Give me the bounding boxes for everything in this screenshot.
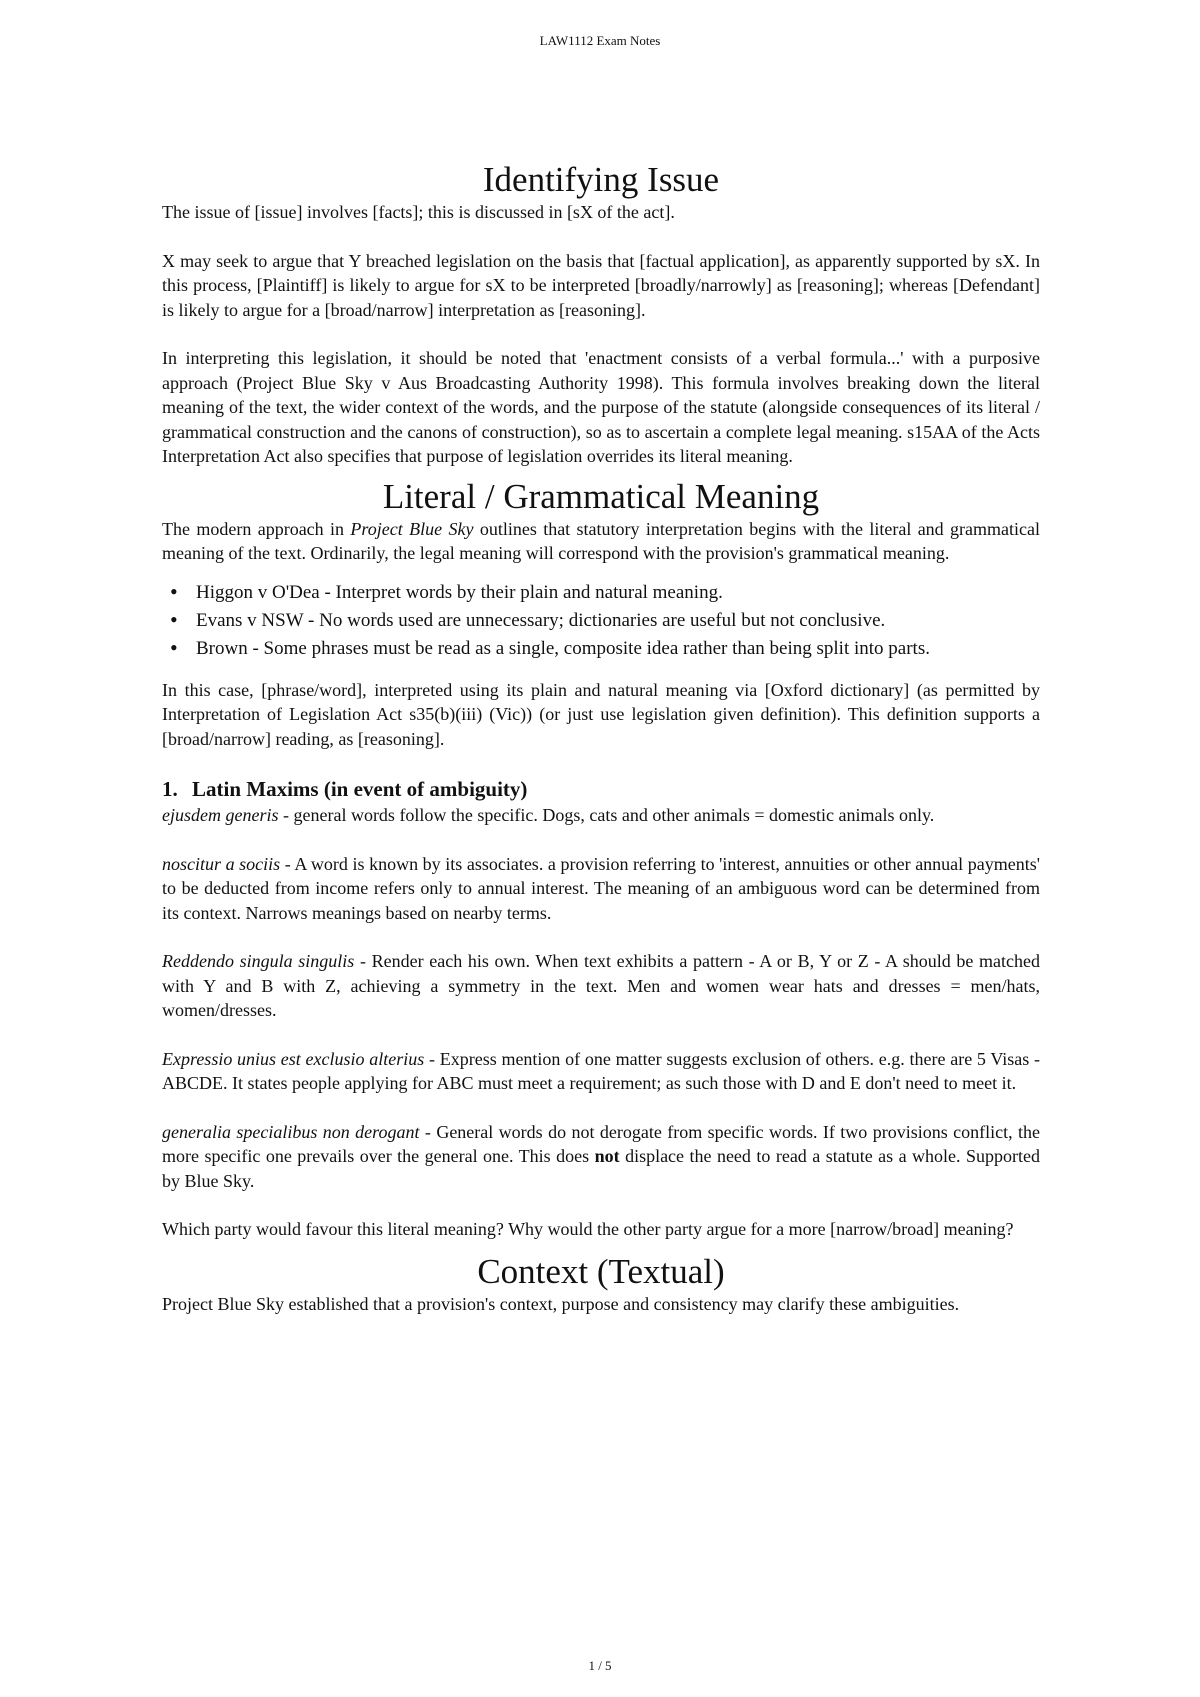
- maxim-term: Reddendo singula singulis: [162, 951, 355, 971]
- subheading-number: 1.: [162, 777, 178, 801]
- page-header: LAW1112 Exam Notes: [539, 33, 661, 48]
- maxim-ejusdem-generis: [162, 803, 1040, 828]
- maxim-text: - Render each his own. When text exhibits a pattern - A or B, Y or Z - A should be matched with Y and B with Z, achieving a symmetry in the text. Men and women wear hats and dresses = men/hats, women/dresses.: [162, 951, 1040, 1020]
- page-content: [162, 160, 1040, 1316]
- heading-identifying-issue: Identifying Issue: [482, 160, 720, 199]
- maxim-expressio: [162, 1047, 1040, 1096]
- paragraph-modern-approach: [162, 517, 1040, 566]
- maxim-text: - General words do not derogate from specific words. If two provisions conflict, the more specific one prevails over the general one. This does: [162, 1121, 1040, 1166]
- list-item: • Evans v NSW - No words used are unnecessary; dictionaries are useful but not conclusive.: [162, 608, 1040, 633]
- maxim-text: - A word is known by its associates. a provision referring to 'interest, annuities or other annual payments' to be deducted from income refers only to annual interest. The meaning of an ambiguous word can be determined from its context. Narrows meanings based on nearby terms.: [162, 853, 1040, 923]
- emphasis-not: not: [594, 1146, 620, 1166]
- heading-literal-meaning: Literal / Grammatical Meaning: [382, 476, 820, 516]
- paragraph-question: Which party would favour this literal meaning? Why would the other party argue for a more [narrow/broad] meaning?: [162, 1219, 1014, 1239]
- maxim-term: generalia specialibus non derogant: [162, 1121, 420, 1142]
- list-item: • Higgon v O'Dea - Interpret words by their plain and natural meaning.: [162, 580, 1040, 605]
- maxim-term: noscitur a sociis: [162, 853, 281, 874]
- maxim-term: Expressio unius est exclusio alterius: [162, 1048, 425, 1069]
- maxim-term: ejusdem generis: [162, 805, 279, 825]
- case-list: [162, 580, 1040, 661]
- paragraph-context: Project Blue Sky established that a provision's context, purpose and consistency may clarify these ambiguities.: [162, 1293, 960, 1314]
- list-item: • Brown - Some phrases must be read as a single, composite idea rather than being split into parts.: [162, 636, 1040, 661]
- maxim-text: - general words follow the specific. Dogs, cats and other animals = domestic animals only.: [278, 805, 935, 825]
- maxim-text: - Express mention of one matter suggests exclusion of others. e.g. there are 5 Visas - ABCDE. It states people applying for ABC must meet a requirement; as such those with D and E don't need to meet it.: [162, 1048, 1040, 1093]
- subheading-text: Latin Maxims (in event of ambiguity): [192, 777, 528, 801]
- maxim-reddendo: [162, 949, 1040, 1023]
- maxim-noscitur: [162, 852, 1040, 926]
- paragraph-application: In this case, [phrase/word], interpreted using its plain and natural meaning via [Oxford dictionary] (as permitted by Interpretation of Legislation Act s35(b)(iii) (Vic)) (or just use legislation given definition). This definition supports a [broad/narrow] reading, as [reasoning].: [162, 679, 1040, 749]
- subheading-latin-maxims: [162, 775, 1040, 803]
- case-name: Project Blue Sky: [350, 518, 474, 539]
- paragraph-issue: The issue of [issue] involves [facts]; this is discussed in [sX of the act].: [162, 202, 675, 222]
- maxim-generalia: [162, 1120, 1040, 1194]
- heading-context-textual: Context (Textual): [477, 1251, 725, 1291]
- paragraph-interpretation: In interpreting this legislation, it should be noted that 'enactment consists of a verbal formula...' with a purposive approach (Project Blue Sky v Aus Broadcasting Authority 1998). This formula involves breaking down the literal meaning of the text, the wider context of the words, and the purpose of the statute (alongside consequences of its literal / grammatical construction and the canons of construction), so as to ascertain a complete legal meaning. s15AA of the Acts Interpretation Act also specifies that purpose of legislation overrides its literal meaning.: [162, 348, 1040, 466]
- maxim-text: displace the need to read a statute as a whole. Supported by Blue Sky.: [162, 1146, 1040, 1191]
- paragraph-argument: X may seek to argue that Y breached legislation on the basis that [factual application], as apparently supported by sX. In this process, [Plaintiff] is likely to argue for sX to be interpreted [broadly/narrowly] as [reasoning]; whereas [Defendant] is likely to argue for a [broad/narrow] interpretation as [reasoning].: [162, 250, 1040, 320]
- text-span: outlines that statutory interpretation begins with the literal and grammatical meaning of the text. Ordinarily, the legal meaning will correspond with the provision's grammatical meaning.: [162, 518, 1041, 563]
- page-number: 1 / 5: [588, 1658, 612, 1673]
- text-span: The modern approach in: [162, 518, 351, 539]
